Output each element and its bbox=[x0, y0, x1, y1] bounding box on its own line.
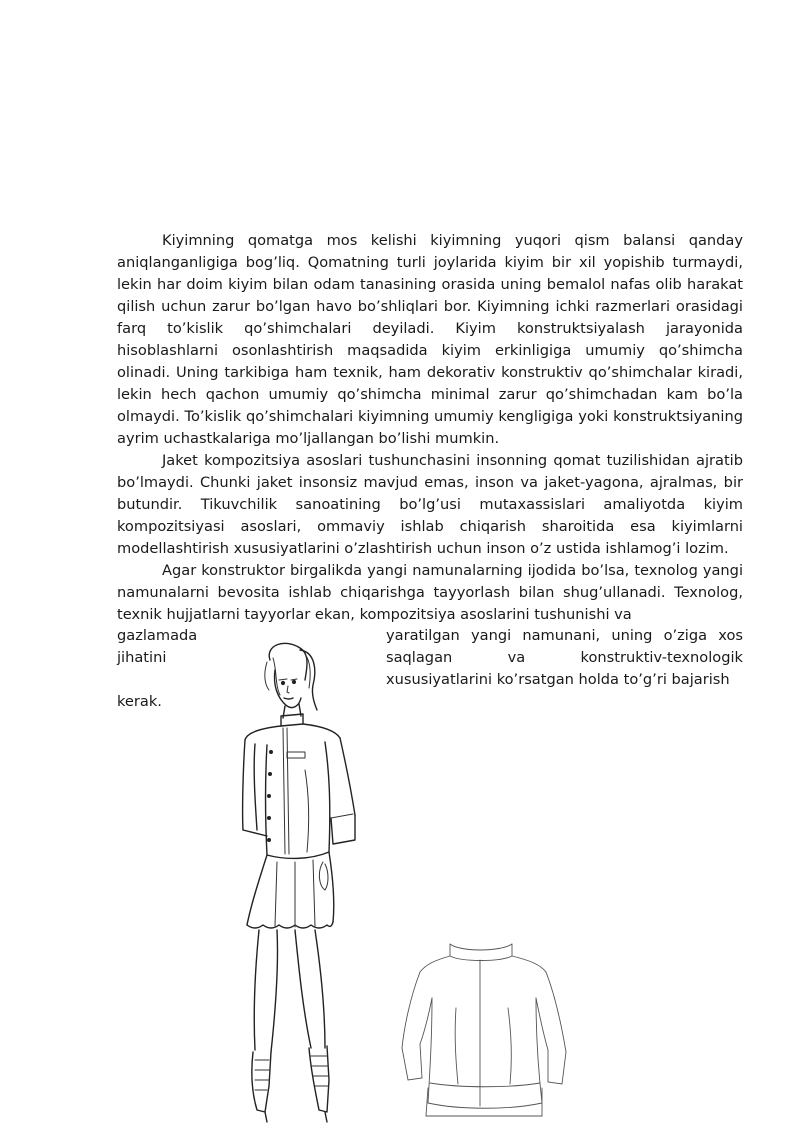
wrap-left-line-2: jihatini bbox=[117, 649, 167, 666]
body-text bbox=[117, 230, 743, 626]
paragraph-2: Jaket kompozitsiya asoslari tushunchasini insonning qomat tuzilishidan ajratib bo’lmaydi. Chunki jaket insonsiz mavjud emas, inson va jaket-yagona, ajralmas, bir butundir. Tikuvchilik sanoatining bo’lg’usi mutaxassislari amaliyotda kiyim kompozitsiyasi asoslari, ommaviy ishlab chiqarish sharoitida esa kiyimlarni modellashtirish xususiyatlarini o’zlashtirish uchun inson o’z ustida ishlamog’i lozim. bbox=[117, 452, 743, 557]
wrap-left-line-4: kerak. bbox=[117, 693, 162, 710]
woman-in-jacket-sketch bbox=[225, 640, 370, 1125]
jacket-flat-sketch bbox=[400, 938, 570, 1120]
wrap-right-line-2: saqlagan va konstruktiv-texnologik bbox=[386, 649, 743, 666]
paragraph-3: Agar konstruktor birgalikda yangi namunalarning ijodida bo’lsa, texnolog yangi namunalarni bevosita ishlab chiqarishga tayyorlash bilan shug’ullanadi. Texnolog, texnik hujjatlarni tayyorlar ekan, kompozitsiya asoslarini tushunishi va bbox=[117, 562, 743, 623]
wrap-right-line-3: xususiyatlarini ko’rsatgan holda to’g’ri bajarish bbox=[386, 671, 730, 688]
wrap-right-line-1: yaratilgan yangi namunani, uning o’ziga xos bbox=[386, 627, 743, 644]
wrap-left-line-1: gazlamada bbox=[117, 627, 198, 644]
paragraph-1: Kiyimning qomatga mos kelishi kiyimning yuqori qism balansi qanday aniqlanganligiga bog’liq. Qomatning turli joylarida kiyim bir xil yopishib turmaydi, lekin har doim kiyim bilan odam tanasining orasida uning bemalol nafas olib harakat qilish uchun zarur bo’lgan havo bo’shliqlari bor. Kiyimning ichki razmerlari orasidagi farq to’kislik qo’shimchalari deyiladi. Kiyim konstruktsiyalash jarayonida hisoblashlarni osonlashtirish maqsadida kiyim erkinligiga umumiy qo’shimcha olinadi. Uning tarkibiga ham texnik, ham dekorativ konstruktiv qo’shimchalar kiradi, lekin hech qachon umumiy qo’shimcha minimal zarur qo’shimchadan kam bo’la olmaydi. To’kislik qo’shimchalari kiyimning umumiy kengligiga yoki konstruktsiyaning ayrim uchastkalariga mo’ljallangan bo’lishi mumkin. bbox=[117, 232, 743, 447]
